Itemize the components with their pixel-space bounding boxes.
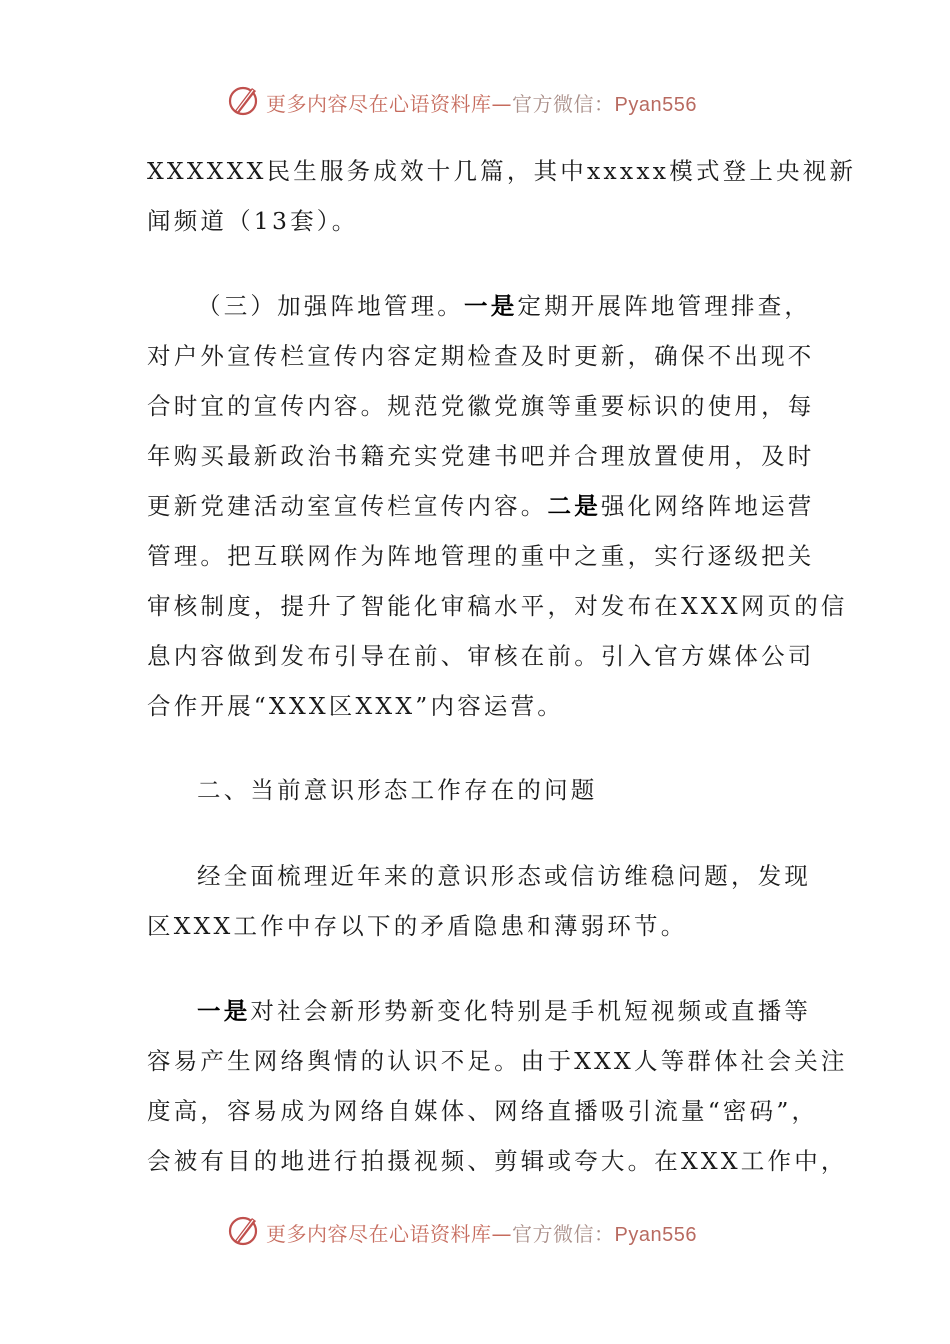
footer-watermark-banner bbox=[0, 1210, 950, 1250]
text-span: 强化网络阵地运营 bbox=[600, 492, 815, 520]
header-watermark-banner bbox=[0, 80, 950, 120]
watermark-text bbox=[266, 88, 697, 117]
paragraph-line: XXXXXX民生服务成效十几篇，其中xxxxx模式登上央视新 bbox=[147, 157, 857, 185]
watermark-label: 官方微信： bbox=[512, 1222, 615, 1246]
paragraph-line: 合时宜的宣传内容。规范党徽党旗等重要标识的使用，每 bbox=[147, 392, 815, 420]
watermark-wechat-id: Pyan556 bbox=[614, 1224, 697, 1246]
paragraph-line: 会被有目的地进行拍摄视频、剪辑或夸大。在XXX工作中， bbox=[147, 1147, 848, 1175]
watermark-text bbox=[266, 1218, 697, 1247]
watermark-brand: 更多内容尽在心语资料库 bbox=[266, 92, 492, 116]
paragraph-line: 度高，容易成为网络自媒体、网络直播吸引流量“密码”， bbox=[147, 1097, 819, 1125]
bold-marker: 一是 bbox=[464, 292, 518, 320]
paragraph-line: 经全面梳理近年来的意识形态或信访维稳问题，发现 bbox=[197, 862, 812, 890]
bold-marker: 二是 bbox=[547, 492, 601, 520]
watermark-wechat-id: Pyan556 bbox=[614, 94, 697, 116]
paragraph-line: 闻频道（13套）。 bbox=[147, 207, 359, 235]
text-span: 更新党建活动室宣传栏宣传内容。 bbox=[147, 492, 548, 520]
paragraph-line bbox=[197, 291, 811, 321]
section-heading: 二、当前意识形态工作存在的问题 bbox=[197, 776, 598, 804]
paragraph-line: 合作开展“XXX区XXX”内容运营。 bbox=[147, 692, 565, 720]
paragraph-line: 对户外宣传栏宣传内容定期检查及时更新，确保不出现不 bbox=[147, 342, 815, 370]
paragraph-line: 年购买最新政治书籍充实党建书吧并合理放置使用，及时 bbox=[147, 442, 815, 470]
quill-pen-logo-icon bbox=[226, 82, 262, 118]
paragraph-line bbox=[197, 996, 811, 1026]
paragraph-line: 审核制度，提升了智能化审稿水平，对发布在XXX网页的信 bbox=[147, 592, 848, 620]
paragraph-line: 区XXX工作中存以下的矛盾隐患和薄弱环节。 bbox=[147, 912, 688, 940]
text-span: 定期开展阵地管理排查， bbox=[517, 292, 812, 320]
watermark-dash: — bbox=[491, 1222, 512, 1246]
section-label: （三）加强阵地管理。 bbox=[197, 292, 464, 320]
paragraph-line: 息内容做到发布引导在前、审核在前。引入官方媒体公司 bbox=[147, 642, 815, 670]
quill-pen-logo-icon bbox=[226, 1212, 262, 1248]
watermark-brand: 更多内容尽在心语资料库 bbox=[266, 1222, 492, 1246]
paragraph-line: 容易产生网络舆情的认识不足。由于XXX人等群体社会关注 bbox=[147, 1047, 848, 1075]
paragraph-line: 管理。把互联网作为阵地管理的重中之重，实行逐级把关 bbox=[147, 542, 815, 570]
watermark-label: 官方微信： bbox=[512, 92, 615, 116]
paragraph-line bbox=[147, 491, 815, 521]
bold-marker: 一是 bbox=[197, 997, 251, 1025]
watermark-dash: — bbox=[491, 92, 512, 116]
text-span: 对社会新形势新变化特别是手机短视频或直播等 bbox=[250, 997, 812, 1025]
